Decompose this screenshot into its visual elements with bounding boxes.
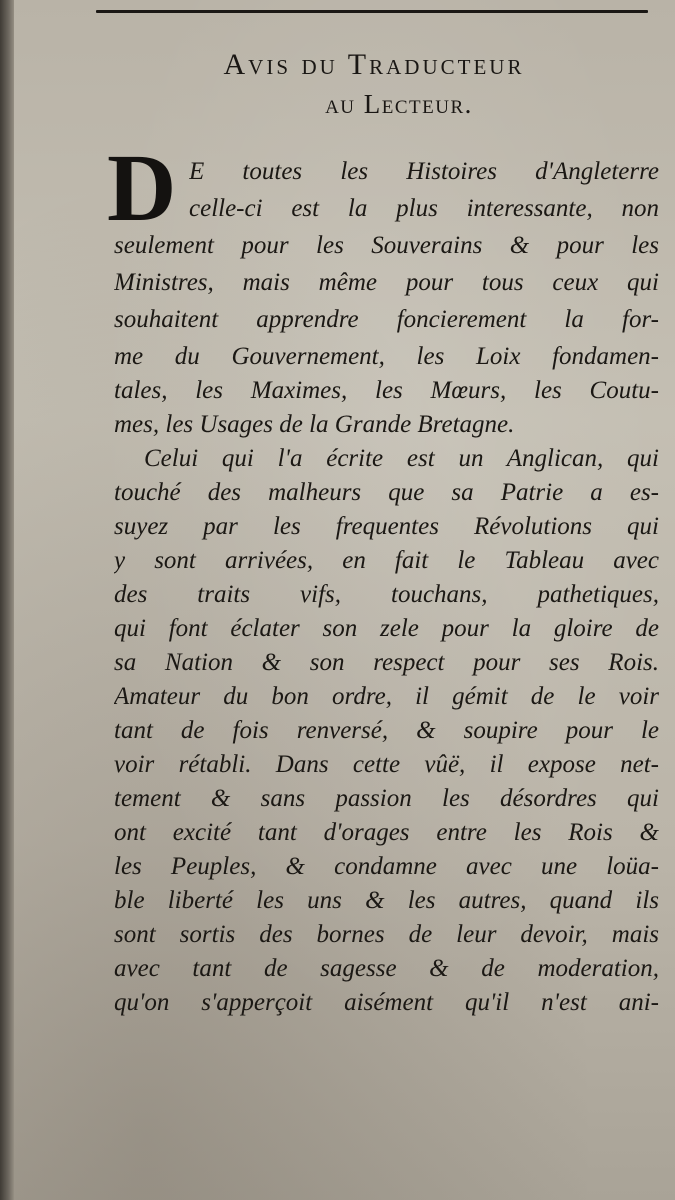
text-line: sa Nation & son respect pour ses Rois. <box>114 649 659 676</box>
text-line: les Peuples, & condamne avec une loüa- <box>114 853 659 880</box>
page-heading: Avis du Traducteur <box>223 48 525 81</box>
header-rule <box>96 10 648 13</box>
text-line: celle-ci est la plus interessante, non <box>189 195 659 222</box>
text-line: sont sortis des bornes de leur devoir, mais <box>114 921 659 948</box>
text-line: touché des malheurs que sa Patrie a es- <box>114 479 659 506</box>
text-line: souhaitent apprendre foncierement la for- <box>114 306 659 333</box>
text-line: qu'on s'apperçoit aisément qu'il n'est ani- <box>114 989 659 1016</box>
text-line: voir rétabli. Dans cette vûë, il expose net- <box>114 751 659 778</box>
text-line: suyez par les frequentes Révolutions qui <box>114 513 659 540</box>
text-line: tales, les Maximes, les Mœurs, les Coutu- <box>114 377 659 404</box>
book-page <box>14 0 675 1200</box>
drop-cap: D <box>107 134 177 241</box>
text-line: avec tant de sagesse & de moderation, <box>114 955 659 982</box>
text-line: y sont arrivées, en fait le Tableau avec <box>114 547 659 574</box>
text-line: ble liberté les uns & les autres, quand ils <box>114 887 659 914</box>
text-line: me du Gouvernement, les Loix fondamen- <box>114 343 659 370</box>
text-line: Celui qui l'a écrite est un Anglican, qui <box>144 445 659 472</box>
text-line: qui font éclater son zele pour la gloire de <box>114 615 659 642</box>
text-line: Ministres, mais même pour tous ceux qui <box>114 269 659 296</box>
text-line: Amateur du bon ordre, il gémit de le voir <box>114 683 659 710</box>
text-line: mes, les Usages de la Grande Bretagne. <box>114 411 515 438</box>
page-subheading: au Lecteur. <box>325 89 473 119</box>
text-line: tant de fois renversé, & soupire pour le <box>114 717 659 744</box>
text-line: seulement pour les Souverains & pour les <box>114 232 659 259</box>
text-line: ont excité tant d'orages entre les Rois & <box>114 819 659 846</box>
text-line: E toutes les Histoires d'Angleterre <box>189 158 659 185</box>
text-line: tement & sans passion les désordres qui <box>114 785 659 812</box>
text-line: des traits vifs, touchans, pathetiques, <box>114 581 659 608</box>
